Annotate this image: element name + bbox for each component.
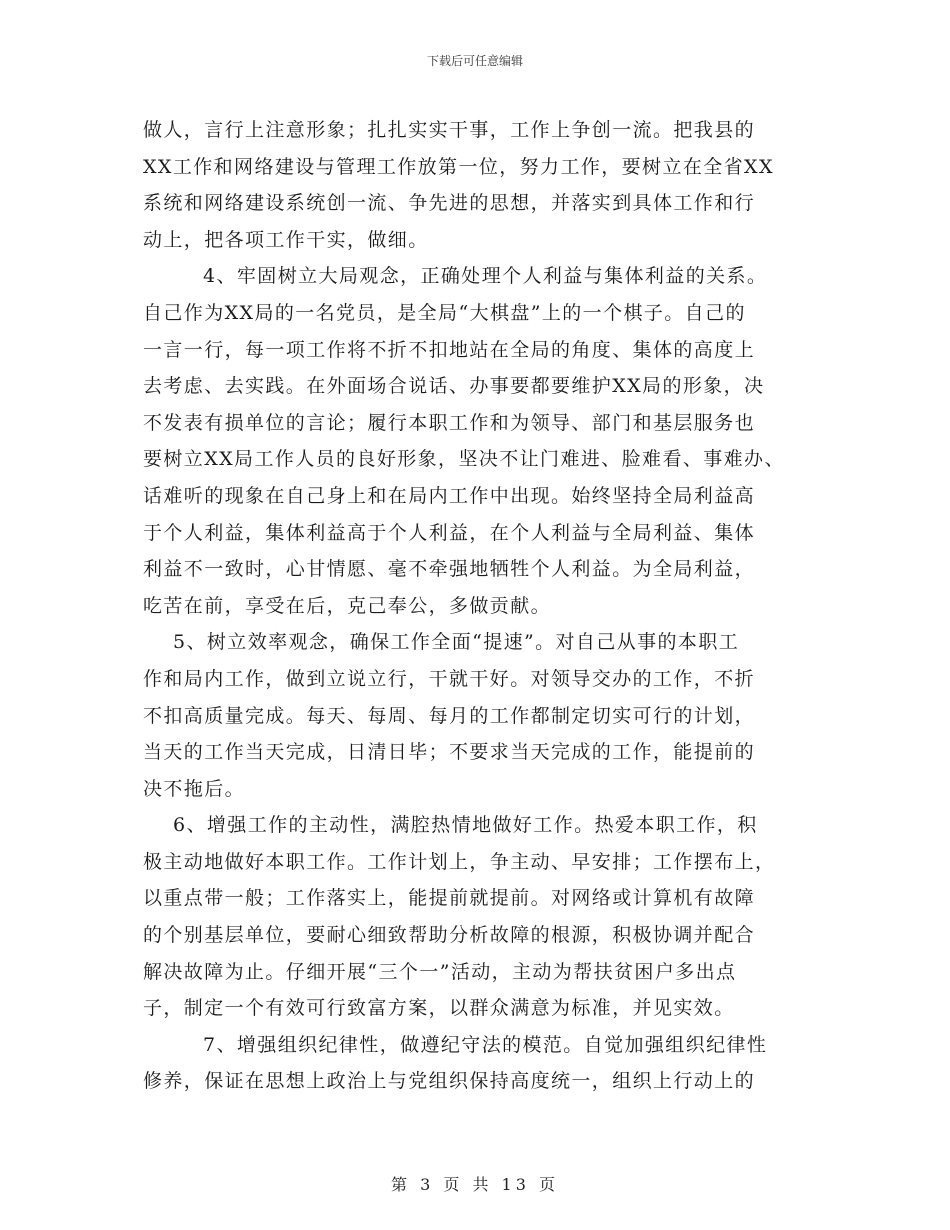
page-number-footer: 第 3 页 共 13 页 <box>391 1175 559 1194</box>
text-line: 动上，把各项工作干实，做细。 <box>143 228 429 251</box>
text-line: 的个别基层单位，要耐心细致帮助分析故障的根源，积极协调并配合 <box>143 924 756 947</box>
text-line: 决不拖后。 <box>143 777 246 800</box>
text-line: 做人，言行上注意形象；扎扎实实干事，工作上争创一流。把我县的 <box>143 119 756 141</box>
text-line: 当天的工作当天完成，日清日毕；不要求当天完成的工作，能提前的 <box>143 741 756 764</box>
text-line: 利益不一致时，心甘情愿、毫不牵强地牺牲个人利益。为全局利益， <box>143 558 756 581</box>
paragraph-4-start: 4、牢固树立大局观念，正确处理个人利益与集体利益的关系。 <box>203 265 768 288</box>
text-line: 不发表有损单位的言论；履行本职工作和为领导、部门和基层服务也 <box>143 411 756 434</box>
text-line: 一言一行，每一项工作将不折不扣地站在全局的角度、集体的高度上 <box>143 338 756 361</box>
text-line: XX工作和网络建设与管理工作放第一位，努力工作，要树立在全省XX <box>143 155 774 178</box>
text-line: 不扣高质量完成。每天、每周、每月的工作都制定切实可行的计划， <box>143 704 756 727</box>
text-line: 要树立XX局工作人员的良好形象，坚决不让门难进、脸难看、事难办、 <box>143 448 785 471</box>
text-line: 子，制定一个有效可行致富方案，以群众满意为标准，并见实效。 <box>143 997 735 1020</box>
page-header: 下载后可任意编辑 <box>426 54 523 68</box>
text-line: 解决故障为止。仔细开展“三个一”活动，主动为帮扶贫困户多出点 <box>143 960 737 983</box>
text-line: 极主动地做好本职工作。工作计划上，争主动、早安排；工作摆布上， <box>143 850 776 873</box>
paragraph-5-start: 5、树立效率观念，确保工作全面“提速”。对自己从事的本职工 <box>173 631 740 654</box>
text-line: 系统和网络建设系统创一流、争先进的思想，并落实到具体工作和行 <box>143 192 756 215</box>
paragraph-7-start: 7、增强组织纪律性，做遵纪守法的模范。自觉加强组织纪律性 <box>203 1033 768 1056</box>
text-line: 修养，保证在思想上政治上与党组织保持高度统一，组织上行动上的 <box>143 1070 756 1093</box>
text-line: 去考虑、去实践。在外面场合说话、办事要都要维护XX局的形象，决 <box>143 375 765 398</box>
text-line: 以重点带一般；工作落实上，能提前就提前。对网络或计算机有故障 <box>143 887 756 910</box>
document-body <box>143 112 811 1100</box>
text-line: 自己作为XX局的一名党员，是全局“大棋盘”上的一个棋子。自己的 <box>143 301 746 324</box>
text-line: 吃苦在前，享受在后，克己奉公，多做贡献。 <box>143 594 552 617</box>
text-line: 作和局内工作，做到立说立行，干就干好。对领导交办的工作，不折 <box>143 667 756 690</box>
text-line: 话难听的现象在自己身上和在局内工作中出现。始终坚持全局利益高 <box>143 484 756 507</box>
text-line: 于个人利益，集体利益高于个人利益，在个人利益与全局利益、集体 <box>143 521 756 544</box>
paragraph-6-start: 6、增强工作的主动性，满腔热情地做好工作。热爱本职工作，积 <box>173 814 758 837</box>
